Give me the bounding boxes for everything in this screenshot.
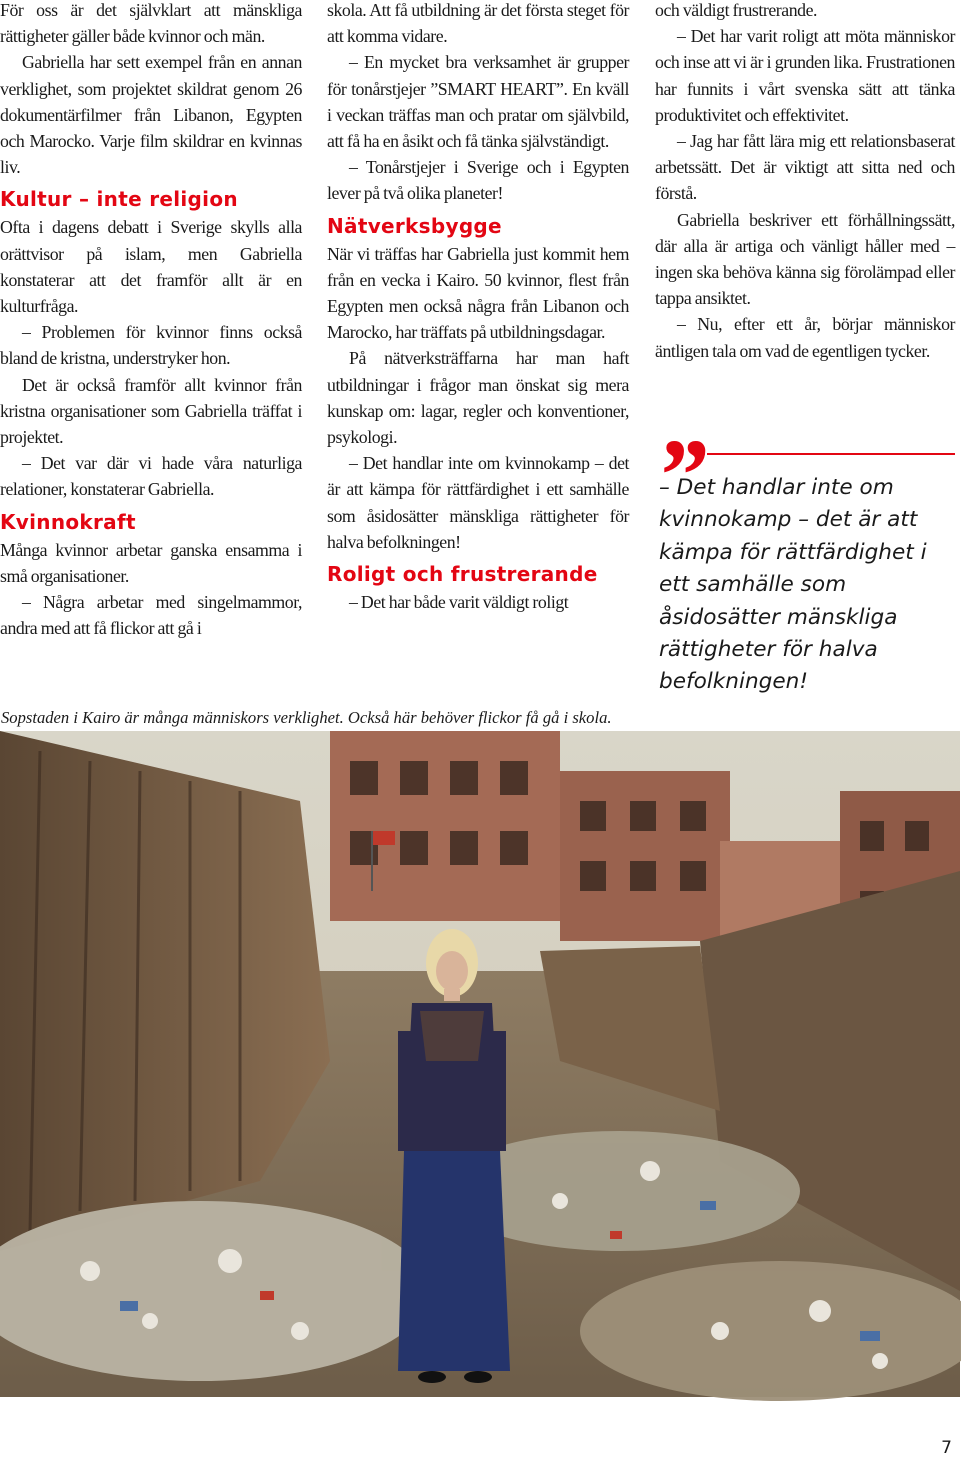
paragraph: – Jag har fått lära mig ett relationsbaserat arbetssätt. Det är viktigt att sitta ned och förstå.	[655, 131, 955, 204]
paragraph: skola. Att få utbildning är det första steget för att komma vidare.	[327, 0, 629, 47]
paragraph: – Tonårstjejer i Sverige och i Egypten lever på två olika planeter!	[327, 157, 629, 204]
quote-mark-icon: ”	[655, 418, 693, 533]
paragraph: – Det har både varit väldigt roligt	[349, 592, 569, 613]
photo-illustration	[0, 731, 960, 1397]
photo-garbage-city	[0, 731, 960, 1397]
pull-quote-text: – Det handlar inte om kvinnokamp – det är att kämpa för rättfärdighet i ett samhälle som åsidosätter mänskliga rättigheter för halva befolkningen!	[659, 475, 927, 695]
paragraph: – Det var där vi hade våra naturliga relationer, konstaterar Gabriella.	[0, 453, 302, 500]
subheading-kultur: Kultur – inte religion	[0, 187, 238, 212]
page-number: 7	[941, 1438, 952, 1458]
paragraph: och väldigt frustrerande.	[655, 0, 818, 20]
subheading-natverksbygge: Nätverksbygge	[327, 213, 502, 238]
quote-rule	[707, 453, 955, 455]
subheading-roligt: Roligt och frustrerande	[327, 562, 598, 587]
article-column-3	[655, 0, 955, 364]
paragraph: Ofta i dagens debatt i Sverige skylls alla orättvisor på islam, men Gabriella konstaterar att det framför allt är en kulturfråga.	[0, 217, 302, 317]
paragraph: Det är också framför allt kvinnor från kristna organisationer som Gabriella träffat i projektet.	[0, 374, 302, 448]
article-column-2	[327, 0, 629, 615]
paragraph: När vi träffas har Gabriella just kommit hem från en vecka i Kairo. 50 kvinnor, flest från Egypten men också några från Libanon och Marocko, har träffats på utbildningsdagar.	[327, 243, 629, 343]
paragraph: Många kvinnor arbetar ganska ensamma i små organisationer.	[0, 539, 302, 586]
pull-quote	[655, 418, 955, 699]
paragraph: – Problemen för kvinnor finns också bland de kristna, understryker hon.	[0, 322, 302, 369]
paragraph: – Nu, efter ett år, börjar människor äntligen tala om vad de egentligen tycker.	[655, 314, 955, 361]
paragraph: För oss är det självklart att mänskliga rättigheter gäller både kvinnor och män.	[0, 0, 302, 47]
subheading-kvinnokraft: Kvinnokraft	[0, 509, 136, 534]
paragraph: – Det har varit roligt att möta människor och inse att vi är i grunden lika. Frustrationen har funnits i vårt svenska sätt att tänka produktivitet och effektivitet.	[655, 26, 955, 125]
paragraph: Gabriella beskriver ett förhållningssätt, där alla är artiga och vänligt håller med – ingen ska behöva känna sig förolämpad eller tappa ansiktet.	[655, 209, 955, 309]
paragraph: – Det handlar inte om kvinnokamp – det är att kämpa för rättfärdighet i ett samhälle som åsidosätter mänskliga rättigheter för halva befolkningen!	[327, 453, 629, 552]
photo-caption: Sopstaden i Kairo är många människors verklighet. Också här behöver flickor få gå i skola.	[1, 708, 612, 727]
paragraph: – En mycket bra verksamhet är grupper för tonårstjejer ”SMART HEART”. En kväll i veckan träffas man och pratar om självbild, att få ha en åsikt och få tänka självständigt.	[327, 52, 629, 152]
paragraph: – Några arbetar med singelmammor, andra med att få flickor att gå i	[0, 592, 302, 639]
article-column-1	[0, 0, 302, 641]
paragraph: Gabriella har sett exempel från en annan verklighet, som projektet skildrat genom 26 dokumentärfilmer från Libanon, Egypten och Marocko. Varje film skildrar en kvinnas liv.	[0, 52, 302, 178]
paragraph: På nätverksträffarna har man haft utbildningar i frågor man önskat sig mera kunskap om: lagar, regler och konventioner, psykologi.	[327, 348, 629, 448]
